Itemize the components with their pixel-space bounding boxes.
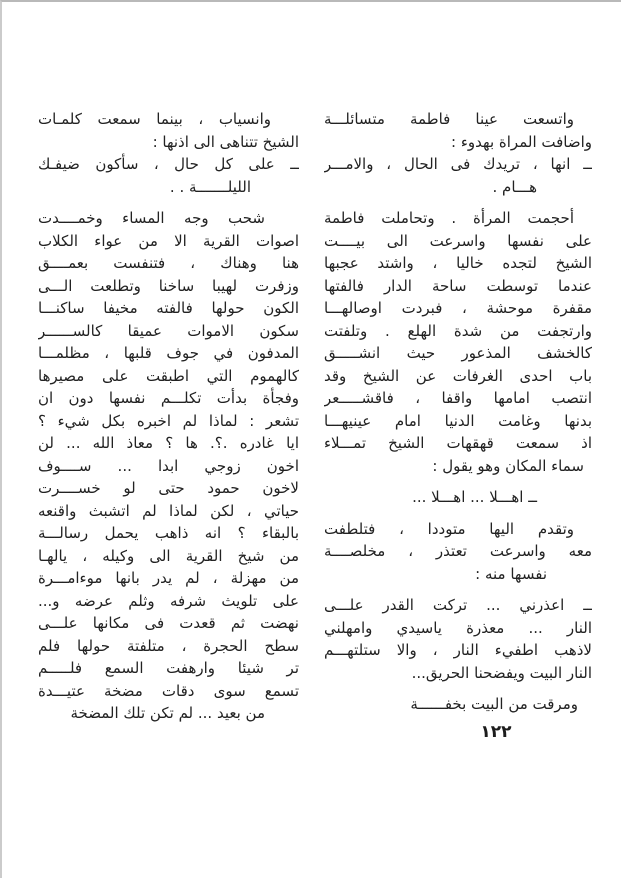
text-line: ومرقت من البيت بخفــــــة [410,695,578,713]
text-line: تشعر : لماذا لم اخبره بكل شيء ؟ [38,411,299,430]
text-line: سماء المكان وهو يقول : [432,456,584,475]
page-number: ١٢٢ [480,722,512,742]
text-line: وارتجفت من شدة الهلع . وتلفتت [324,321,592,340]
text-line: تر شيئا وارهفت السمع فلـــــم [38,659,299,677]
paragraph [324,693,592,716]
text-line: الشيخ لتجده خاليا ، واشتد عجبها [324,254,592,272]
text-line: اخون زوجي ابدا ... ســــوف [38,456,299,475]
text-line: الكون حولها فالفته مخيفا ساكنـــا [38,299,299,317]
text-column-right [324,108,592,716]
text-line: من مهزلة ، لم يدر بانها موءامـــرة [38,569,299,587]
text-line: واتسعت عينا فاطمة متسائلـــة [324,110,574,128]
text-line: من بعيد ... لم تكن تلك المضخة [70,704,265,722]
text-line: واضافت المراة بهدوء : [451,132,592,151]
text-line: ــ انها ، تريدك فى الحال ، والامـــر [324,155,592,173]
text-line: انتصب امامها واقفا ، فاقشـــــعر [324,389,592,407]
text-line: سطح الحجرة ، متلفتة حولها فلم [38,636,299,655]
text-line: كالهموم التي اطبقت على مصيرها [38,366,299,385]
paragraph [324,108,592,198]
text-line: اصوات القرية الا من عواء الكلاب [38,231,299,250]
text-line: وفجأة بدأت تكلـــم نفسها دون ان [38,389,299,407]
text-line: نهضت ثم قعدت فى مكانها علـــى [38,614,299,632]
text-line: هنا وهناك ، فتنفست بعمــــق [38,254,299,272]
text-line: عندما توسطت ساحة الدار فالفتها [324,276,592,295]
text-column-left [38,108,299,725]
text-line: باب احدى الغرفات عن الشيخ وقد [324,366,592,385]
paragraph [324,207,592,477]
text-line: النار ... معذرة ياسيدي وامهلني [324,618,592,637]
text-line: لاخون حمود حتى لو خســــرت [38,479,299,497]
text-line: ــ على كل حال ، سأكون ضيفـك [38,155,299,173]
text-line: من شيخ القرية الى وكيله ، يالهـا [38,546,299,565]
text-line: الشيخ تتناهى الى اذنها : [152,132,299,151]
text-line: مقفرة موحشة ، فبردت اوصالهـــا [324,299,592,317]
text-line: تسمع سوى دقات مضخة عتيـــدة [38,681,299,700]
paragraph [324,486,592,509]
paragraph [324,518,592,586]
text-line: وزفرت لهيبا ساخنا وتطلعت الـــى [38,276,299,295]
text-line: بالبقاء ؟ انه ذاهب يحمل رسالـــة [38,524,299,542]
text-line: كالخشف المذعور حيث انشـــــق [324,344,592,362]
text-line: أحجمت المرأة . وتحاملت فاطمة [324,209,574,227]
text-line: اذ سمعت قهقهات الشيخ تمـــلاء [324,434,592,452]
paragraph [324,594,592,684]
text-line: النار البيت ويفضحنا الحريق... [411,663,592,682]
text-line: سكون الاموات عميقا كالســــــر [38,321,299,340]
text-line: لاذهب اطفيء النار ، والا ستلتهـــم [324,641,592,659]
text-line: هـــام . [492,177,537,196]
text-line: الليلـــــــة . . [169,177,251,196]
text-line: المدفون في جوف قلبها ، مظلمـــا [38,344,299,362]
text-line: وتقدم اليها متوددا ، فتلطفت [324,519,574,538]
text-line: حياتي ، لكن لماذا لم اتشبث واقنعه [38,501,299,520]
paragraph [38,207,299,725]
text-line: معه واسرعت تعتذر ، مخلصــــة [324,542,592,560]
text-line: ايا غادره .؟. ها ؟ معاذ الله ... لن [38,434,299,452]
text-line: بدنها وغامت الدنيا امام عينيهـــا [324,411,592,430]
text-line: نفسها منه : [475,564,547,583]
text-line: وانسياب ، بينما سمعت كلمـات [38,110,271,128]
text-line: ــ اهـــلا ... اهـــلا ... [412,488,537,506]
text-line: على نفسها واسرعت الى بيــــت [324,231,592,250]
text-line: شحب وجه المساء وخمــــدت [38,209,265,227]
text-line: ــ اعذرني ... تركت القدر علـــى [324,596,592,614]
text-line: على تلويث شرفه وثلم عرضه و... [38,591,299,610]
paragraph [38,108,299,198]
